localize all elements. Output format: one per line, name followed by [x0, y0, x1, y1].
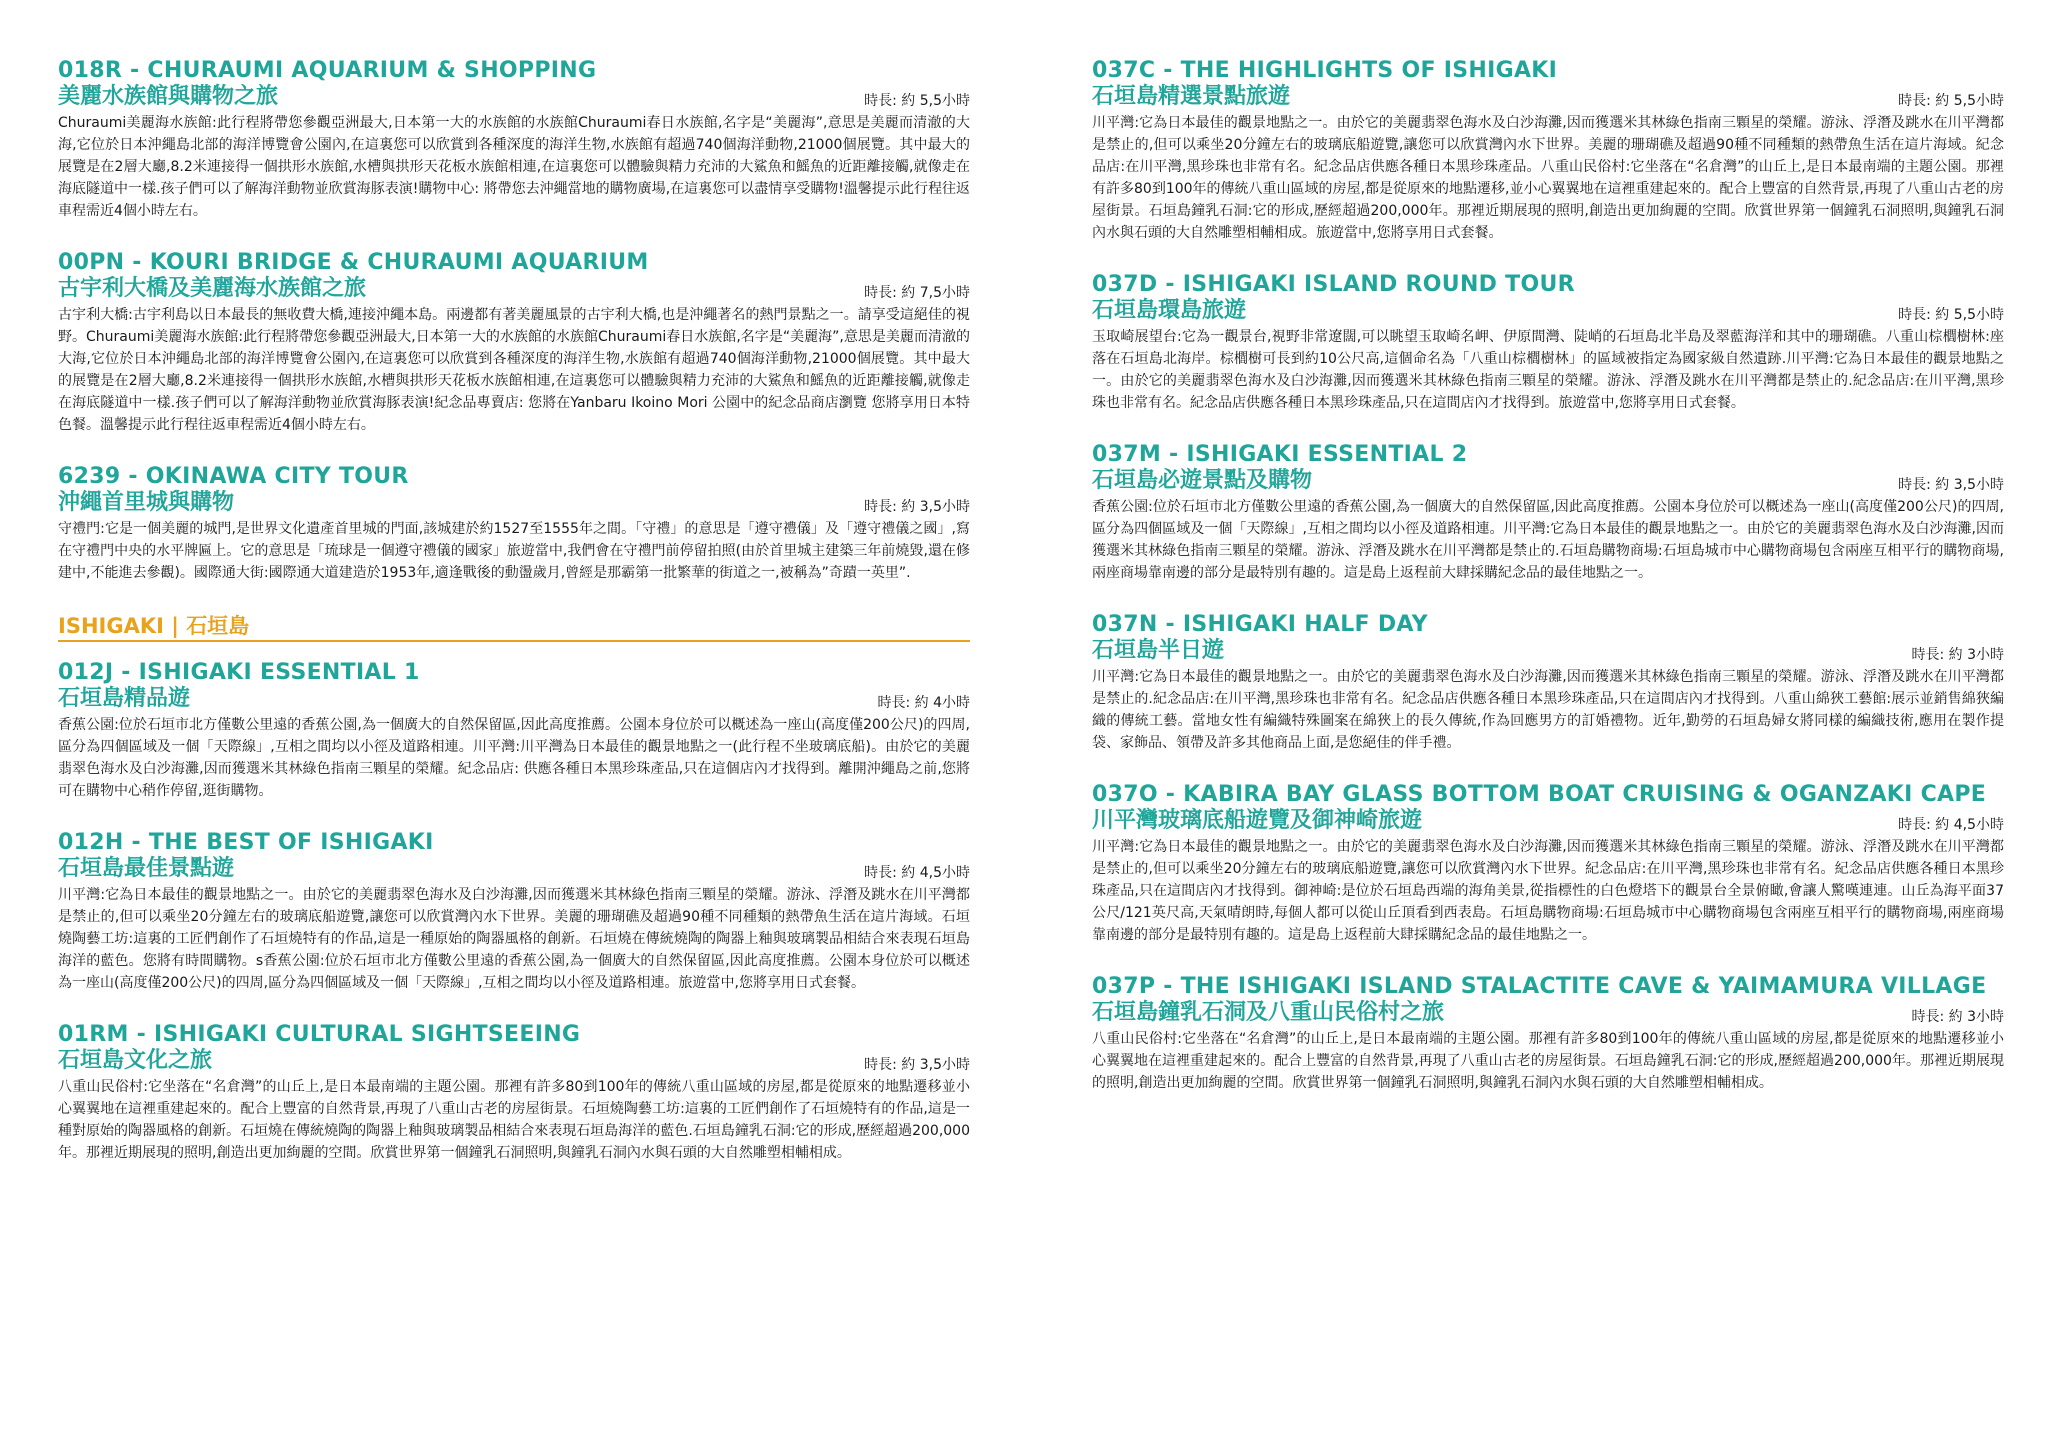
tour-description: 香蕉公園:位於石垣市北方僅數公里遠的香蕉公園,為一個廣大的自然保留區,因此高度推薦。公園本身位於可以概述為一座山(高度僅200公尺)的四周,區分為四個區域及一個「天際線」,互相之間均以小徑及道路相連。川平灣:它為日本最佳的觀景地點之一。由於它的美麗翡翠色海水及白沙海灘,因而獲選米其林綠色指南三顆星的榮耀。游泳、浮潛及跳水在川平灣都是禁止的.石垣島購物商場:石垣島城市中心購物商場包含兩座互相平行的購物商場,兩座商場靠南邊的部分是最特別有趣的。這是島上返程前大肆採購紀念品的最佳地點之一。 — [1092, 499, 2004, 581]
tour-code: 012J - ISHIGAKI ESSENTIAL 1 — [58, 660, 420, 685]
tour-code: 037N - ISHIGAKI HALF DAY — [1092, 612, 1428, 637]
tour-title: 石垣島必遊景點及購物 — [1092, 468, 1313, 493]
tour-title-row — [58, 83, 970, 110]
tour-title-row — [1092, 83, 2004, 110]
tour-duration: 時長: 約 3,5小時 — [864, 1057, 970, 1073]
tour-description: 香蕉公園:位於石垣市北方僅數公里遠的香蕉公園,為一個廣大的自然保留區,因此高度推薦。公園本身位於可以概述為一座山(高度僅200公尺)的四周,區分為四個區域及一個「天際線」,互相之間均以小徑及道路相連。川平灣:川平灣為日本最佳的觀景地點之一(此行程不坐玻璃底船)。由於它的美麗翡翠色海水及白沙海灘,因而獲選米其林綠色指南三顆星的榮耀。紀念品店: 供應各種日本黑珍珠產品,只在這個店內才找得到。離開沖繩島之前,您將可在購物中心稍作停留,逛街購物。 — [58, 717, 970, 799]
tour-description: 古宇利大橋:古宇利島以日本最長的無收費大橋,連接沖繩本島。兩邊都有著美麗風景的古宇利大橋,也是沖繩著名的熱門景點之一。請享受這絕佳的視野。Churaumi美麗海水族館:此行程將帶您參觀亞洲最大,日本第一大的水族館的水族館Churaumi春日水族館,名字是“美麗海”,意思是美麗而清澈的大海,它位於日本沖繩島北部的海洋博覽會公園內,在這裏您可以欣賞到各種深度的海洋生物,水族館有超過740個海洋動物,21000個展覽。其中最大的展覽是在2層大廳,8.2米連接得一個拱形水族館,水槽與拱形天花板水族館相連,在這裏您可以體驗與精力充沛的大鯊魚和鰩魚的近距離接觸,就像走在海底隧道中一樣.孩子們可以了解海洋動物並欣賞海豚表演!紀念品專賣店: 您將在Yanbaru Ikoino Mori 公園中的紀念品商店瀏覽 您將享用日本特色餐。溫馨提示此行程往返車程需近4個小時左右。 — [58, 307, 970, 433]
tour-code: 037M - ISHIGAKI ESSENTIAL 2 — [1092, 442, 1468, 467]
section-label: ISHIGAKI | 石垣島 — [58, 612, 253, 640]
tour-code: 037O - KABIRA BAY GLASS BOTTOM BOAT CRUISING & OGANZAKI CAPE — [1092, 782, 1987, 807]
tour-title-row — [1092, 807, 2004, 834]
tour-description: 川平灣:它為日本最佳的觀景地點之一。由於它的美麗翡翠色海水及白沙海灘,因而獲選米其林綠色指南三顆星的榮耀。游泳、浮潛及跳水在川平灣都是禁止的,但可以乘坐20分鐘左右的玻璃底船遊覽,讓您可以欣賞灣內水下世界。紀念品店:在川平灣,黑珍珠也非常有名。紀念品店供應各種日本黑珍珠產品,只在這間店內才找得到。御神崎:是位於石垣島西端的海角美景,從指標性的白色燈塔下的觀景台全景俯瞰,會讓人驚嘆連連。山丘為海平面37公尺/121英尺高,天氣晴朗時,每個人都可以從山丘頂看到西表島。石垣島購物商場:石垣島城市中心購物商場包含兩座互相平行的購物商場,兩座商場靠南邊的部分是最特別有趣的。這是島上返程前大肆採購紀念品的最佳地點之一。 — [1092, 839, 2004, 943]
tour-title: 石垣島精選景點旅遊 — [1092, 84, 1291, 109]
tour-037d — [1092, 272, 2004, 414]
tour-duration: 時長: 約 3,5小時 — [1898, 477, 2004, 493]
tour-duration: 時長: 約 4,5小時 — [1898, 817, 2004, 833]
tour-code: 012H - THE BEST OF ISHIGAKI — [58, 830, 434, 855]
tour-title-row — [58, 855, 970, 882]
tour-code: 037C - THE HIGHLIGHTS OF ISHIGAKI — [1092, 58, 1558, 83]
tour-title-row — [58, 275, 970, 302]
tour-title: 石垣島文化之旅 — [58, 1048, 213, 1073]
tour-code: 00PN - KOURI BRIDGE & CHURAUMI AQUARIUM — [58, 250, 649, 275]
tour-code: 037D - ISHIGAKI ISLAND ROUND TOUR — [1092, 272, 1575, 297]
tour-title: 古宇利大橋及美麗海水族館之旅 — [58, 276, 367, 301]
tour-description: 玉取崎展望台:它為一觀景台,視野非常遼闊,可以眺望玉取崎名岬、伊原間灣、陡峭的石垣島北半島及翠藍海洋和其中的珊瑚礁。八重山棕櫚樹林:座落在石垣島北海岸。棕櫚樹可長到約10公尺高,這個命名為「八重山棕櫚樹林」的區域被指定為國家級自然遺跡.川平灣:它為日本最佳的觀景地點之一。由於它的美麗翡翠色海水及白沙海灘,因而獲選米其林綠色指南三顆星的榮耀。游泳、浮潛及跳水在川平灣都是禁止的.紀念品店:在川平灣,黑珍珠也非常有名。紀念品店供應各種日本黑珍珠產品,只在這間店內才找得到。旅遊當中,您將享用日式套餐。 — [1092, 329, 2004, 411]
tour-title-row — [58, 489, 970, 516]
tour-duration: 時長: 約 4,5小時 — [864, 865, 970, 881]
tour-description: 川平灣:它為日本最佳的觀景地點之一。由於它的美麗翡翠色海水及白沙海灘,因而獲選米其林綠色指南三顆星的榮耀。游泳、浮潛及跳水在川平灣都是禁止的,但可以乘坐20分鐘左右的玻璃底船遊覽,讓您可以欣賞灣內水下世界。美麗的珊瑚礁及超過90種不同種類的熱帶魚生活在這片海域。紀念品店:在川平灣,黑珍珠也非常有名。紀念品店供應各種日本黑珍珠產品。八重山民俗村:它坐落在“名倉灣”的山丘上,是日本最南端的主題公園。那裡有許多80到100年的傳統八重山區域的房屋,都是從原來的地點遷移,並小心翼翼地在這裡重建起來的。配合上豐富的自然背景,再現了八重山古老的房屋街景。石垣島鐘乳石洞:它的形成,歷經超過200,000年。那裡近期展現的照明,創造出更加絢麗的空間。欣賞世界第一個鐘乳石洞照明,與鐘乳石洞內水與石頭的大自然雕塑相輔相成。旅遊當中,您將享用日式套餐。 — [1092, 115, 2004, 241]
tour-012j — [58, 660, 970, 802]
tour-037n — [1092, 612, 2004, 754]
tour-037m — [1092, 442, 2004, 584]
tour-code: 018R - CHURAUMI AQUARIUM & SHOPPING — [58, 58, 597, 83]
tour-description: 八重山民俗村:它坐落在“名倉灣”的山丘上,是日本最南端的主題公園。那裡有許多80到100年的傳統八重山區域的房屋,都是從原來的地點遷移並小心翼翼地在這裡重建起來的。配合上豐富的自然背景,再現了八重山古老的房屋街景。石垣燒陶藝工坊:這裏的工匠們創作了石垣燒特有的作品,這是一種對原始的陶器風格的創新。石垣燒在傳統燒陶的陶器上釉與玻璃製品相結合來表現石垣島海洋的藍色.石垣島鐘乳石洞:它的形成,歷經超過200,000年。那裡近期展現的照明,創造出更加絢麗的空間。欣賞世界第一個鐘乳石洞照明,與鐘乳石洞內水與石頭的大自然雕塑相輔相成。 — [58, 1079, 970, 1161]
tour-duration: 時長: 約 5,5小時 — [1898, 93, 2004, 109]
section-header-ishigaki — [58, 612, 970, 644]
tour-title: 石垣島鐘乳石洞及八重山民俗村之旅 — [1092, 1000, 1445, 1025]
tour-description: 川平灣:它為日本最佳的觀景地點之一。由於它的美麗翡翠色海水及白沙海灘,因而獲選米其林綠色指南三顆星的榮耀。游泳、浮潛及跳水在川平灣都是禁止的.紀念品店:在川平灣,黑珍珠也非常有名。紀念品店供應各種日本黑珍珠產品,只在這間店內才找得到。八重山綿狹工藝館:展示並銷售綿狹編織的傳統工藝。當地女性有編織特殊圖案在綿狹上的長久傳統,作為回應男方的訂婚禮物。近年,勤勞的石垣島婦女將同樣的編織技術,應用在製作提袋、家飾品、領帶及許多其他商品上面,是您絕佳的伴手禮。 — [1092, 669, 2004, 751]
tour-title: 石垣島最佳景點遊 — [58, 856, 235, 881]
tour-037c — [1092, 58, 2004, 244]
tour-title-row — [1092, 637, 2004, 664]
tour-title: 沖繩首里城與購物 — [58, 490, 235, 515]
tour-01rm — [58, 1022, 970, 1164]
tour-6239 — [58, 464, 970, 584]
tour-title-row — [58, 685, 970, 712]
tour-description: 八重山民俗村:它坐落在“名倉灣”的山丘上,是日本最南端的主題公園。那裡有許多80到100年的傳統八重山區域的房屋,都是從原來的地點遷移並小心翼翼地在這裡重建起來的。配合上豐富的自然背景,再現了八重山古老的房屋街景。石垣島鐘乳石洞:它的形成,歷經超過200,000年。那裡近期展現的照明,創造出更加絢麗的空間。欣賞世界第一個鐘乳石洞照明,與鐘乳石洞內水與石頭的大自然雕塑相輔相成。 — [1092, 1031, 2004, 1091]
tour-018r — [58, 58, 970, 222]
tour-037p — [1092, 974, 2004, 1094]
tour-duration: 時長: 約 3小時 — [1911, 647, 2004, 663]
right-column — [1092, 58, 2004, 1122]
tour-title: 石垣島環島旅遊 — [1092, 298, 1247, 323]
tour-description: 川平灣:它為日本最佳的觀景地點之一。由於它的美麗翡翠色海水及白沙海灘,因而獲選米其林綠色指南三顆星的榮耀。游泳、浮潛及跳水在川平灣都是禁止的,但可以乘坐20分鐘左右的玻璃底船遊覽,讓您可以欣賞灣內水下世界。美麗的珊瑚礁及超過90種不同種類的熱帶魚生活在這片海域。石垣燒陶藝工坊:這裏的工匠們創作了石垣燒特有的作品,這是一種原始的陶器風格的創新。石垣燒在傳統燒陶的陶器上釉與玻璃製品相結合來表現石垣島海洋的藍色。您將有時間購物。s香蕉公園:位於石垣市北方僅數公里遠的香蕉公園,為一個廣大的自然保留區,因此高度推薦。公園本身位於可以概述為一座山(高度僅200公尺)的四周,區分為四個區域及一個「天際線」,互相之間均以小徑及道路相連。旅遊當中,您將享用日式套餐。 — [58, 887, 970, 991]
tour-code: 6239 - OKINAWA CITY TOUR — [58, 464, 409, 489]
tour-title-row — [1092, 297, 2004, 324]
tour-duration: 時長: 約 3,5小時 — [864, 499, 970, 515]
tour-title-row — [1092, 999, 2004, 1026]
tour-00pn — [58, 250, 970, 436]
tour-code: 01RM - ISHIGAKI CULTURAL SIGHTSEEING — [58, 1022, 581, 1047]
tour-012h — [58, 830, 970, 994]
tour-duration: 時長: 約 3小時 — [1911, 1009, 2004, 1025]
tour-code: 037P - THE ISHIGAKI ISLAND STALACTITE CAVE & YAIMAMURA VILLAGE — [1092, 974, 1987, 999]
tour-duration: 時長: 約 4小時 — [877, 695, 970, 711]
tour-title-row — [58, 1047, 970, 1074]
tour-duration: 時長: 約 7,5小時 — [864, 285, 970, 301]
tour-title: 石垣島半日遊 — [1092, 638, 1225, 663]
left-column — [58, 58, 970, 1192]
tour-duration: 時長: 約 5,5小時 — [864, 93, 970, 109]
tour-037o — [1092, 782, 2004, 946]
section-divider — [58, 640, 970, 642]
tour-duration: 時長: 約 5,5小時 — [1898, 307, 2004, 323]
tour-title: 石垣島精品遊 — [58, 686, 191, 711]
tour-title-row — [1092, 467, 2004, 494]
tour-title: 美麗水族館與購物之旅 — [58, 84, 279, 109]
tour-title: 川平灣玻璃底船遊覽及御神崎旅遊 — [1092, 808, 1423, 833]
tour-description: 守禮門:它是一個美麗的城門,是世界文化遺產首里城的門面,該城建於約1527至1555年之間。「守禮」的意思是「遵守禮儀」及「遵守禮儀之國」,寫在守禮門中央的水平牌匾上。它的意思是「琉球是一個遵守禮儀的國家」旅遊當中,我們會在守禮門前停留拍照(由於首里城主建築三年前燒毀,還在修建中,不能進去參觀)。國際通大街:國際通大道建造於1953年,適逢戰後的動盪歲月,曾經是那霸第一批繁華的街道之一,被稱為”奇蹟一英里”. — [58, 521, 970, 581]
tour-description: Churaumi美麗海水族館:此行程將帶您參觀亞洲最大,日本第一大的水族館的水族館Churaumi春日水族館,名字是“美麗海”,意思是美麗而清澈的大海,它位於日本沖繩島北部的海洋博覽會公園內,在這裏您可以欣賞到各種深度的海洋生物,水族館有超過740個海洋動物,21000個展覽。其中最大的展覽是在2層大廳,8.2米連接得一個拱形水族館,水槽與拱形天花板水族館相連,在這裏您可以體驗與精力充沛的大鯊魚和鰩魚的近距離接觸,就像走在海底隧道中一樣.孩子們可以了解海洋動物並欣賞海豚表演!購物中心: 將帶您去沖繩當地的購物廣場,在這裏您可以盡情享受購物!溫馨提示此行程往返車程需近4個小時左右。 — [58, 115, 970, 219]
